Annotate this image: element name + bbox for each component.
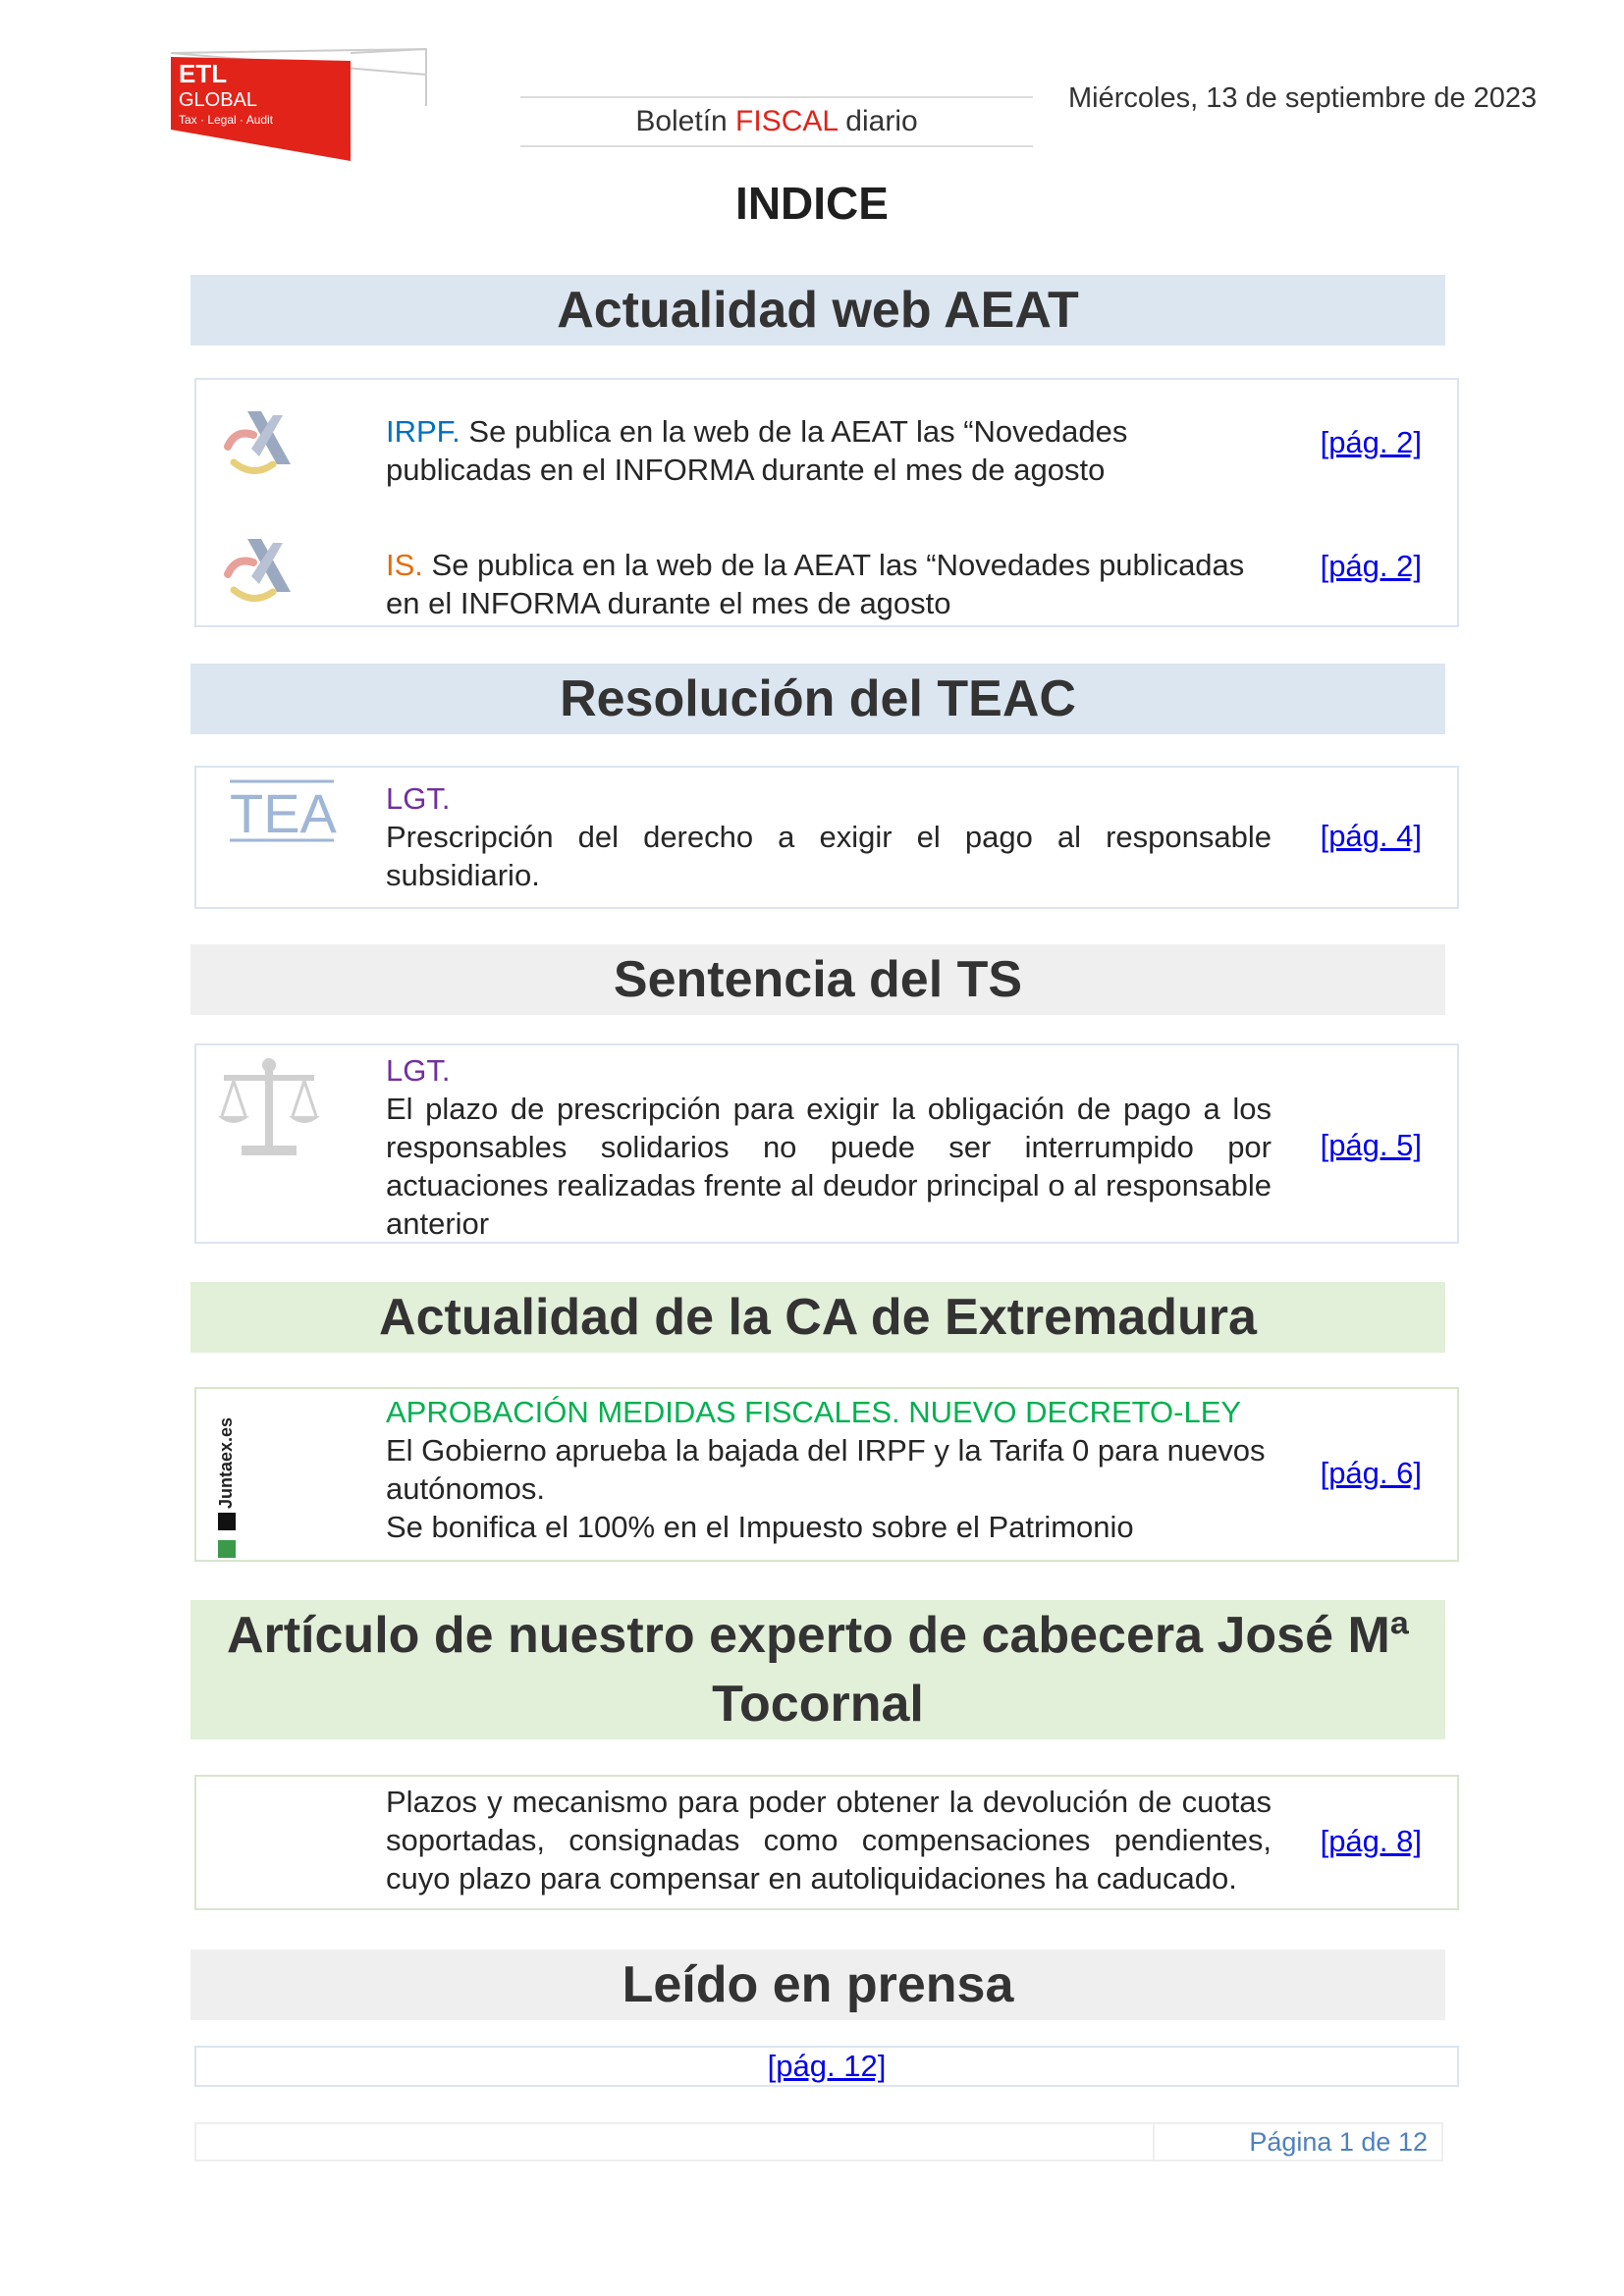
extremadura-entry-line2: Se bonifica el 100% en el Impuesto sobre el Patrimonio bbox=[386, 1510, 1134, 1544]
bulletin-accent: FISCAL bbox=[735, 105, 838, 137]
aeat-entry-2-text bbox=[386, 546, 1272, 622]
extremadura-entry-tag: APROBACIÓN MEDIDAS FISCALES. NUEVO DECRETO-LEY bbox=[386, 1395, 1242, 1429]
section-title-teac: Resolución del TEAC bbox=[190, 664, 1445, 734]
aeat-entry-2-tag: IS. bbox=[386, 548, 423, 582]
ts-entry-page-link[interactable]: [pág. 5] bbox=[1320, 1128, 1422, 1162]
section-title-aeat: Actualidad web AEAT bbox=[190, 275, 1445, 346]
teac-entry-text bbox=[386, 779, 1272, 894]
aeat-logo-icon bbox=[214, 407, 293, 483]
extremadura-entry-box bbox=[194, 1387, 1459, 1562]
prensa-page-link[interactable]: [pág. 12] bbox=[767, 2049, 887, 2083]
aeat-entry-1-tag: IRPF. bbox=[386, 414, 460, 449]
bulletin-suffix: diario bbox=[837, 105, 918, 137]
page-footer bbox=[194, 2122, 1443, 2162]
aeat-entry-1-text bbox=[386, 412, 1272, 489]
aeat-logo-icon bbox=[214, 535, 293, 611]
bulletin-date: Miércoles, 13 de septiembre de 2023 bbox=[1068, 82, 1538, 114]
section-title-extremadura: Actualidad de la CA de Extremadura bbox=[190, 1282, 1445, 1353]
aeat-entry-2-page-link[interactable]: [pág. 2] bbox=[1320, 549, 1422, 583]
teac-entry-box bbox=[194, 766, 1459, 909]
section-title-articulo: Artículo de nuestro experto de cabecera José Mª Tocornal bbox=[190, 1600, 1445, 1739]
bulletin-title-box bbox=[520, 96, 1033, 147]
extremadura-entry-page-link[interactable]: [pág. 6] bbox=[1320, 1456, 1422, 1490]
page-number: Página 1 de 12 bbox=[1249, 2127, 1428, 2157]
ts-entry-tag: LGT. bbox=[386, 1053, 451, 1088]
articulo-entry-page-link[interactable]: [pág. 8] bbox=[1320, 1824, 1422, 1858]
tea-logo-icon bbox=[230, 777, 340, 849]
teac-entry-tag: LGT. bbox=[386, 781, 451, 816]
extremadura-entry-line1: El Gobierno aprueba la bajada del IRPF y la Tarifa 0 para nuevos autónomos. bbox=[386, 1433, 1266, 1506]
articulo-entry-box bbox=[194, 1775, 1459, 1910]
extremadura-entry-text bbox=[386, 1393, 1272, 1546]
juntaex-logo-icon bbox=[216, 1393, 255, 1565]
section-title-ts: Sentencia del TS bbox=[190, 944, 1445, 1015]
ts-entry-body: El plazo de prescripción para exigir la obligación de pago a los responsables solidarios no puede ser interrumpido por actuaciones realizadas frente al deudor principal o al responsable anterior bbox=[386, 1092, 1272, 1241]
logo-text-etl: ETL bbox=[179, 59, 228, 88]
bulletin-prefix: Boletín bbox=[635, 105, 736, 137]
articulo-entry-text: Plazos y mecanismo para poder obtener la devolución de cuotas soportadas, consignadas como compensaciones pendientes, cuyo plazo para compensar en autoliquidaciones ha caducado. bbox=[386, 1785, 1272, 1896]
index-title: INDICE bbox=[735, 178, 889, 229]
teac-entry-page-link[interactable]: [pág. 4] bbox=[1320, 819, 1422, 853]
aeat-entry-2-body: Se publica en la web de la AEAT las “Novedades publicadas en el INFORMA durante el mes de agosto bbox=[386, 548, 1245, 620]
tea-logo-text: TEA bbox=[230, 782, 337, 844]
logo-text-global: GLOBAL bbox=[179, 89, 258, 111]
scales-of-justice-icon bbox=[216, 1055, 322, 1166]
teac-entry-body: Prescripción del derecho a exigir el pago al responsable subsidiario. bbox=[386, 820, 1272, 892]
prensa-entry-box bbox=[194, 2046, 1459, 2087]
logo-text-tagline: Tax · Legal · Audit bbox=[179, 113, 274, 127]
aeat-entries-box bbox=[194, 378, 1459, 627]
juntaex-logo-text: Juntaex.es bbox=[216, 1416, 236, 1509]
aeat-entry-1-body: Se publica en la web de la AEAT las “Novedades publicadas en el INFORMA durante el mes de agosto bbox=[386, 414, 1128, 487]
ts-entry-box bbox=[194, 1043, 1459, 1244]
bulletin-title bbox=[520, 98, 1033, 145]
aeat-entry-1-page-link[interactable]: [pág. 2] bbox=[1320, 425, 1422, 459]
section-title-prensa: Leído en prensa bbox=[190, 1949, 1445, 2020]
footer-divider bbox=[1153, 2124, 1155, 2160]
etl-global-logo bbox=[169, 47, 430, 163]
ts-entry-text bbox=[386, 1051, 1272, 1243]
